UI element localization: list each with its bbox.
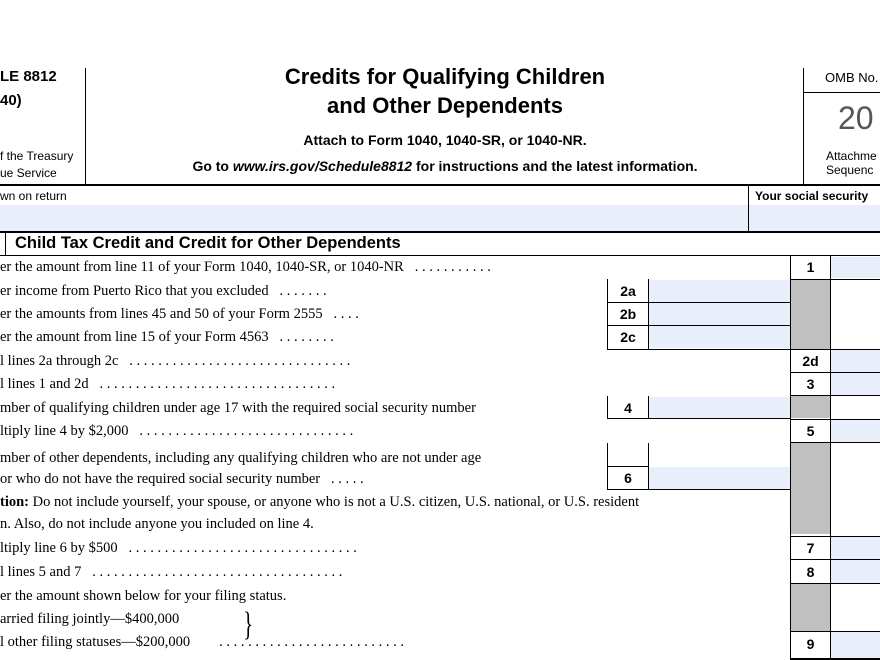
- form-title-line1: Credits for Qualifying Children: [284, 64, 606, 89]
- attachment-label: Attachme: [826, 149, 877, 163]
- line-3-number: 3: [806, 376, 815, 392]
- name-input[interactable]: [0, 205, 748, 231]
- line-1-number: 1: [806, 259, 815, 275]
- line-6-input[interactable]: [649, 467, 790, 489]
- dept-treasury: f the Treasury: [0, 149, 74, 163]
- tax-year: 20: [838, 100, 874, 136]
- name-label: wn on return: [0, 189, 67, 203]
- dept-irs: ue Service: [0, 166, 57, 180]
- sequence-label: Sequenc: [826, 163, 874, 177]
- line-9-input[interactable]: [831, 632, 880, 658]
- line-4-text: mber of qualifying children under age 17 with the required social security number: [0, 400, 476, 416]
- line-9-number: 9: [806, 636, 815, 652]
- line-5-text: ltiply line 4 by $2,000 . . . . . . . . . . . . . . . . . . . . . . . . . . . . . .: [0, 423, 354, 439]
- line-9-intro: er the amount shown below for your filing status.: [0, 588, 287, 604]
- omb-number: OMB No.: [825, 70, 879, 85]
- line-3-text: l lines 1 and 2d . . . . . . . . . . . . . . . . . . . . . . . . . . . . . . . . .: [0, 376, 336, 392]
- line-1-input[interactable]: [831, 257, 880, 278]
- schedule-label: LE 8812: [0, 68, 57, 85]
- line-8-text: l lines 5 and 7 . . . . . . . . . . . . . . . . . . . . . . . . . . . . . . . . . . .: [0, 564, 343, 580]
- line-2d-number: 2d: [802, 353, 819, 369]
- line-2a-number: 2a: [620, 283, 636, 299]
- line-9-other: l other filing statuses—$200,000 . . . . . . . . . . . . . . . . . . . . . . . . . .: [0, 634, 404, 650]
- irs-url-link[interactable]: www.irs.gov/Schedule8812: [232, 158, 413, 174]
- ssn-label: Your social security: [755, 189, 869, 203]
- line-2b-text: er the amounts from lines 45 and 50 of your Form 2555 . . . .: [0, 306, 359, 322]
- part-title: Child Tax Credit and Credit for Other Dependents: [15, 234, 401, 252]
- line-6-text-2: or who do not have the required social security number . . . . .: [0, 471, 364, 487]
- line-8-number: 8: [806, 564, 815, 580]
- line-3-input[interactable]: [831, 373, 880, 395]
- line-4-number: 4: [624, 400, 632, 416]
- goto-instruction: Go to www.irs.gov/Schedule8812 for instructions and the latest information.: [192, 158, 698, 174]
- line-7-text: ltiply line 6 by $500 . . . . . . . . . . . . . . . . . . . . . . . . . . . . . . . .: [0, 540, 357, 556]
- line-7-number: 7: [806, 540, 815, 556]
- line-6-text-1: mber of other dependents, including any qualifying children who are not under age: [0, 450, 482, 466]
- line-2a-input[interactable]: [649, 280, 790, 302]
- line-2c-input[interactable]: [649, 326, 790, 348]
- ssn-input[interactable]: [749, 205, 880, 231]
- line-2d-text: l lines 2a through 2c . . . . . . . . . . . . . . . . . . . . . . . . . . . . . . .: [0, 353, 351, 369]
- line-2b-number: 2b: [619, 306, 637, 322]
- line-4-input[interactable]: [649, 397, 790, 418]
- caution-text-2: n. Also, do not include anyone you included on line 4.: [0, 516, 314, 532]
- line-2d-input[interactable]: [831, 350, 880, 372]
- line-2c-number: 2c: [620, 329, 636, 345]
- line-2b-input[interactable]: [649, 303, 790, 325]
- line-1-text: er the amount from line 11 of your Form 1040, 1040-SR, or 1040-NR . . . . . . . . . . .: [0, 259, 491, 275]
- form-title-line2: and Other Dependents: [327, 93, 563, 118]
- line-2c-text: er the amount from line 15 of your Form 4563 . . . . . . . .: [0, 329, 334, 345]
- line-5-number: 5: [806, 423, 815, 439]
- attach-instruction: Attach to Form 1040, 1040-SR, or 1040-NR.: [303, 132, 587, 148]
- filing-status-brace: }: [243, 606, 254, 643]
- line-7-input[interactable]: [831, 537, 880, 559]
- line-8-input[interactable]: [831, 560, 880, 583]
- line-2a-text: er income from Puerto Rico that you excluded . . . . . . .: [0, 283, 327, 299]
- schedule-form-ref: 40): [0, 92, 22, 109]
- line-6-number: 6: [624, 470, 632, 486]
- line-9-mfj: arried filing jointly—$400,000: [0, 611, 180, 627]
- caution-text-1: tion: Do not include yourself, your spouse, or anyone who is not a U.S. citizen, U.S. national, or U.S. resident: [0, 494, 640, 510]
- line-5-input[interactable]: [831, 420, 880, 442]
